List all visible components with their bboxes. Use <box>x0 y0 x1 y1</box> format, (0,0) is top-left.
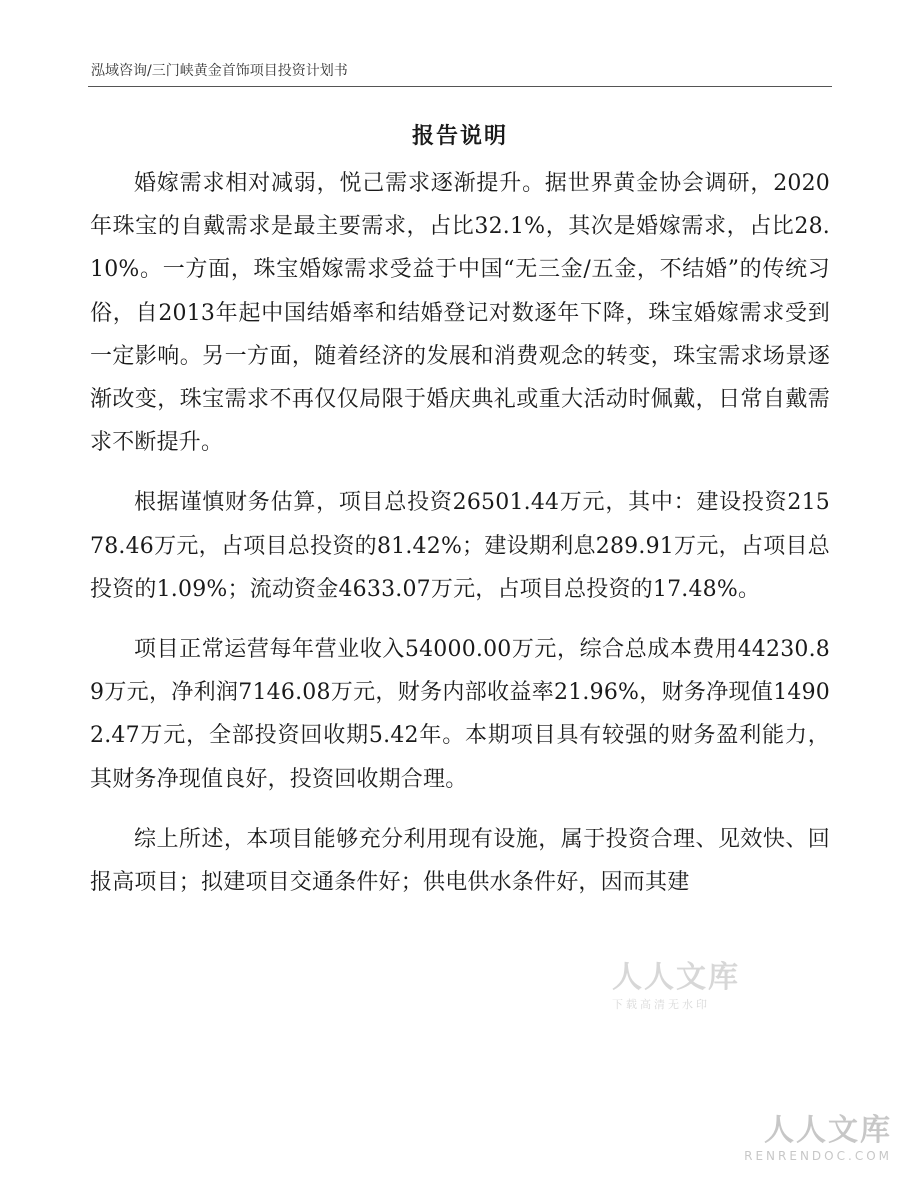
document-body <box>90 162 830 921</box>
paragraph-operations: 项目正常运营每年营业收入54000.00万元，综合总成本费用44230.89万元，净利润7146.08万元，财务内部收益率21.96%，财务净现值14902.47万元，全部投资回收期5.42年。本期项目具有较强的财务盈利能力，其财务净现值良好，投资回收期合理。 <box>90 637 830 792</box>
document-header: 泓域咨询/三门峡黄金首饰项目投资计划书 <box>91 63 348 79</box>
watermark-logo <box>744 1105 892 1163</box>
paragraph-investment: 根据谨慎财务估算，项目总投资26501.44万元，其中：建设投资21578.46万元，占项目总投资的81.42%；建设期利息289.91万元，占项目总投资的1.09%；流动资金4633.07万元，占项目总投资的17.48%。 <box>90 490 830 602</box>
watermark-overlay <box>612 952 740 1012</box>
watermark-overlay-tagline: 下载高清无水印 <box>612 998 710 1011</box>
page-title: 报告说明 <box>411 124 508 149</box>
paragraph-summary: 综上所述，本项目能够充分利用现有设施，属于投资合理、见效快、回报高项目；拟建项目交通条件好；供电供水条件好，因而其建 <box>90 826 830 896</box>
watermark-url: RENRENDOC.COM <box>744 1149 892 1163</box>
watermark-name: 人人文库 <box>764 1113 892 1148</box>
header-divider <box>88 86 832 87</box>
watermark-overlay-name: 人人文库 <box>612 960 740 995</box>
paragraph-market-demand: 婚嫁需求相对减弱，悦己需求逐渐提升。据世界黄金协会调研，2020年珠宝的自戴需求是最主要需求，占比32.1%，其次是婚嫁需求，占比28.10%。一方面，珠宝婚嫁需求受益于中国“无三金/五金，不结婚”的传统习俗，自2013年起中国结婚率和结婚登记对数逐年下降，珠宝婚嫁需求受到一定影响。另一方面，随着经济的发展和消费观念的转变，珠宝需求场景逐渐改变，珠宝需求不再仅仅局限于婚庆典礼或重大活动时佩戴，日常自戴需求不断提升。 <box>90 171 830 456</box>
